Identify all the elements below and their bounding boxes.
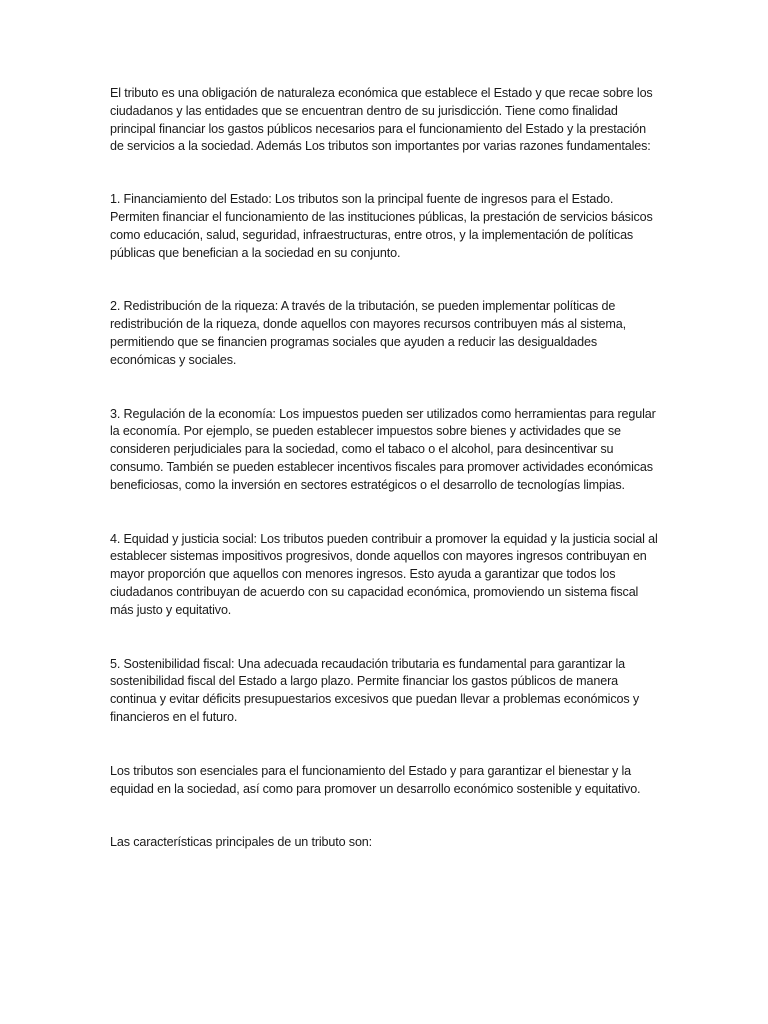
reason-paragraph-3: 3. Regulación de la economía: Los impuestos pueden ser utilizados como herramientas para regular la economía. Por ejemplo, se pueden establecer impuestos sobre bienes y actividades que se consideren perjudiciales para la sociedad, como el tabaco o el alcohol, para desincentivar su consumo. También se pueden establecer incentivos fiscales para promover actividades económicas beneficiosas, como la inversión en sectores estratégicos o el desarrollo de tecnologías limpias. [110, 406, 656, 492]
reason-paragraph-4: 4. Equidad y justicia social: Los tributos pueden contribuir a promover la equidad y la justicia social al establecer sistemas impositivos progresivos, donde aquellos con mayores ingresos contribuyan en mayor proporción que aquellos con menores ingresos. Esto ayuda a garantizar que todos los ciudadanos contribuyan de acuerdo con su capacidad económica, promoviendo un sistema fiscal más justo y equitativo. [110, 531, 658, 617]
reason-paragraph-1: 1. Financiamiento del Estado: Los tributos son la principal fuente de ingresos para el Estado. Permiten financiar el funcionamiento de las instituciones públicas, la prestación de servicios básicos como educación, salud, seguridad, infraestructuras, entre otros, y la implementación de políticas públicas que benefician a la sociedad en su conjunto. [110, 192, 653, 260]
reason-paragraph-2: 2. Redistribución de la riqueza: A través de la tributación, se pueden implementar políticas de redistribución de la riqueza, donde aquellos con mayores recursos contribuyen más al sistema, permitiendo que se financien programas sociales que ayuden a reducir las desigualdades económicas y sociales. [110, 299, 626, 367]
conclusion-paragraph: Los tributos son esenciales para el funcionamiento del Estado y para garantizar el bienestar y la equidad en la sociedad, así como para promover un desarrollo económico sostenible y equitativo. [110, 763, 641, 796]
reason-paragraph-5: 5. Sostenibilidad fiscal: Una adecuada recaudación tributaria es fundamental para garantizar la sostenibilidad fiscal del Estado a largo plazo. Permite financiar los gastos públicos de manera continua y evitar déficits presupuestarios excesivos que puedan llevar a problemas económicos y financieros en el futuro. [110, 656, 639, 724]
document-body [110, 85, 662, 852]
intro-paragraph: El tributo es una obligación de naturaleza económica que establece el Estado y que recae sobre los ciudadanos y las entidades que se encuentran dentro de su jurisdicción. Tiene como finalidad principal financiar los gastos públicos necesarios para el funcionamiento del Estado y la prestación de servicios a la sociedad. Además Los tributos son importantes por varias razones fundamentales: [110, 86, 653, 154]
characteristics-heading: Las características principales de un tributo son: [110, 835, 373, 850]
